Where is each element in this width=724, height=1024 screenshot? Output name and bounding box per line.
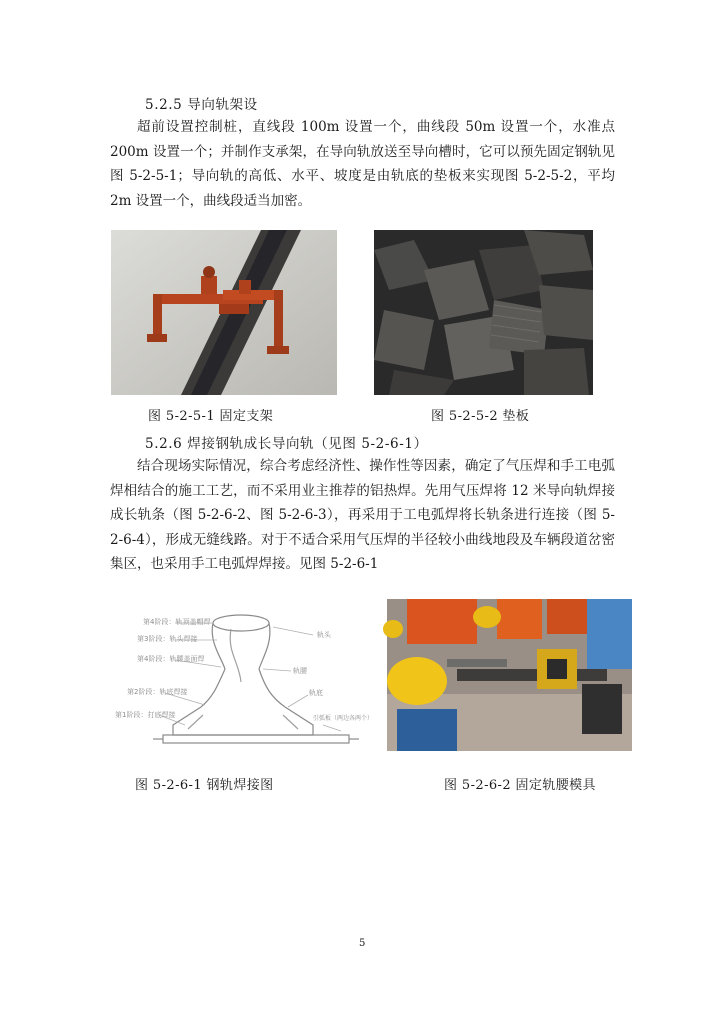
pads-photo [374,230,593,395]
weld-label-stage1: 第1阶段：打底焊接 [115,711,176,719]
paragraph-526 [110,454,615,577]
rail-welding-diagram [113,607,374,757]
weld-label-head: 轨头 [317,631,331,639]
figure-caption-5-2-6-1: 图 5-2-6-1 钢轨焊接图 [135,778,274,793]
page-number: 5 [359,938,366,949]
rail-web-mold-photo [387,599,632,751]
fixed-support-photo [111,230,337,395]
weld-label-runoff: 引弧板（两边各两个） [313,715,374,722]
figure-caption-5-2-5-1: 图 5-2-5-1 固定支架 [148,409,274,424]
paragraph-525 [110,115,615,213]
section-heading-526: 5.2.6 焊接钢轨成长导向轨（见图 5-2-6-1） [145,436,428,452]
weld-label-stage4-cap: 第4阶段：轨顶盖帽焊 [143,618,211,626]
paragraph-526-text: 结合现场实际情况，综合考虑经济性、操作性等因素，确定了气压焊和手工电弧焊相结合的施工工艺，而不采用业主推荐的铝热焊。先用气压焊将 12 米导向轨焊接成长轨条（图 5-2-6-2、图 5-2-6-3），再采用于工电弧焊将长轨条进行连接（图 5-2-6-4），形成无缝线路。对于不适合采用气压焊的半径较小曲线地段及车辆段道岔密集区，也采用手工电弧焊焊接。见图 5-2-6-1 [110,458,615,572]
figure-caption-5-2-6-2: 图 5-2-6-2 固定轨腰模具 [444,778,596,793]
figure-caption-5-2-5-2: 图 5-2-5-2 垫板 [431,409,530,424]
weld-label-base: 轨底 [309,689,323,697]
section-heading-525: 5.2.5 导向轨架设 [145,97,258,113]
weld-label-stage3: 第3阶段：轨头焊接 [137,635,198,643]
paragraph-525-text: 超前设置控制桩，直线段 100m 设置一个，曲线段 50m 设置一个，水准点 200m 设置一个；并制作支承架，在导向轨放送至导向槽时，它可以预先固定钢轨见图 5-2-5-1；导向轨的高低、水平、坡度是由轨底的垫板来实现图 5-2-5-2，平均 2m 设置一个，曲线段适当加密。 [110,119,615,209]
weld-label-stage4-web: 第4阶段：轨腰盖面焊 [137,655,205,663]
weld-label-web: 轨腰 [293,667,307,675]
weld-label-stage2: 第2阶段：轨底焊接 [127,688,188,696]
